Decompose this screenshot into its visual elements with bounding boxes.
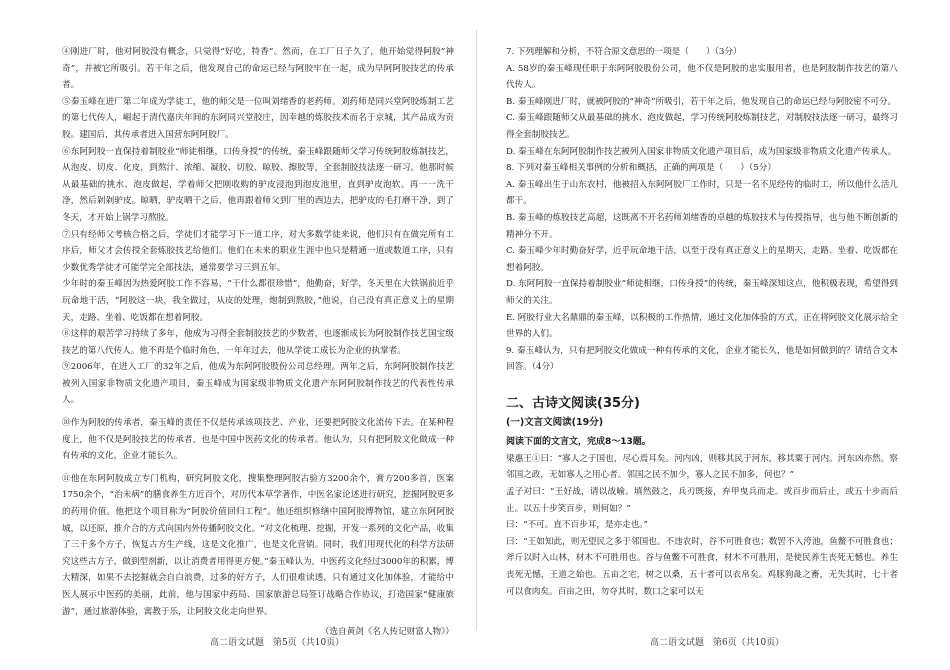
classical-paragraph: 曰：“不可。直不百步耳，是亦走也。”	[506, 520, 648, 531]
paragraph: ⑥东阿阿胶一直保持着制胶业“师徒相继，口传身授”的传统，秦玉峰跟随师父学习传统阿胶炼制技艺，从泡皮、切皮、化皮，到熬汁、浓缩、凝胶、切胶、晾胶、擦胶等，全套制胶技法逐一研习。他那时候从最基础的挑水、泡皮做起，学着师父把刚收购的驴皮浸泡到泡皮池里，直到驴皮泡软。再一一洗干净，然后剁剁驴皮。晾晒，驴皮晒干之后，他再跟着师父到厂里的西边去，把驴皮的毛打磨干净，到了冬天，才开始上锅学习熬胶。	[62, 146, 454, 223]
option-a: A. 58岁的秦玉峰现任职于东阿阿胶股份公司，他不仅是阿胶的忠实服用者，也是阿胶制作技艺的第八代传人。	[506, 63, 898, 91]
option-d: D. 秦玉峰在东阿阿胶制作技艺被列入国家非物质文化遗产项目后，成为国家级非物质文化遗产传承人。	[506, 146, 897, 157]
paragraph: ⑦只有经师父考核合格之后，学徒们才能学习下一道工序，对大多数学徒来说，他们只有在做完所有工序后，师父才会传授全套炼胶技艺给他们。他们在未来的职业生涯中也只是精通一道或数道工序，只有少数优秀学徒才可能学完全部技法，通常要学习三到五年。	[62, 229, 454, 273]
option-b: B. 秦玉峰刚进厂时，就被阿胶的“神奇”所吸引，若干年之后，他发现自己的命运已经与阿胶密不可分。	[506, 96, 897, 107]
paragraph: ⑪他在东阿阿胶成立专门机构，研究阿胶文化，搜集整理阿胶古验方3200余个，膏方200多首，医案1750余个，“治未病”的膳食养生方近百个，对历代本草学著作，中医名家论述进行研究，挖掘阿胶更多的药用价值。他把这个项目称为“阿胶价值回归工程”。他还组织修缮中国阿胶博物馆，建立东阿阿胶城，以还原，推介合的方式向国内外传播阿胶文化。“对文化梳理、挖掘，开发一系列的文化产品，收集了三千多个方子，恢复古方生产线，这是文化推广，也是文化营销。同时，我们用现代化的科学方法研究这些古方子，做到型剂新，以让消费者用得更方便。”秦玉峰认为，中医药文化经过3000年的积累，博大精深，如果不去挖掘就会自白浪费，过多的好方子，人们很难读透，只有通过文化加体验，才能给中医人展示中医药的美丽，此前，他与国家中药局、国家旅游总局签订战略合作协议，打造国家“健康旅游”，通过旅游体验，寓教于乐，让阿胶文化走向世界。	[62, 473, 454, 617]
classical-paragraph: 梁惠王①曰：“寡人之于国也，尽心焉耳矣。河内凶，则移其民于河东，移其粟于河内。河东凶亦然。察邻国之政，无如寡人之用心者。邻国之民不加少，寡人之民不加多，何也？”	[506, 453, 898, 481]
option-b: B. 秦玉峰的炼胶技艺高超，这既离不开名药师刘绪香的卓越的炼胶技术与传授指导，也与他不断创新的精神分不开。	[506, 212, 898, 240]
option-c: C. 秦玉峰少年时勤奋好学，近乎玩命地干活，以至于没有真正意义上的星期天，走路、坐着、吃饭都在想着阿胶。	[506, 246, 898, 273]
question-7-stem: 7. 下列理解和分析，不符合原文意思的一项是（ ）（3分）	[506, 47, 742, 57]
paragraph: ⑨2006年，在进入工厂的32年之后，他成为东阿阿胶股份公司总经理。两年之后，东阿阿胶制作技艺被列入国家非物质文化遗产项目，秦玉峰成为国家级非物质文化遗产东阿阿胶制作技艺的代表性传承人。	[62, 362, 454, 406]
right-column	[506, 44, 898, 600]
page-footer-right: 高二语文试题 第6页（共10页）	[650, 638, 785, 648]
option-a: A. 秦玉峰出生于山东农村，他被招入东阿阿胶厂工作时，只是一名不见经传的临时工，所以他什么活儿都干。	[506, 179, 898, 207]
paragraph: ⑧这样的艰苦学习持续了多年，他成为习得全套制胶技艺的少数者，也逐渐成长为阿胶制作技艺国宝级技艺的第八代传人。他不再是个临时角色，一年年过去，他从学徒工成长为企业的执掌者。	[62, 329, 454, 356]
classical-paragraph: 曰：“王如知此，则无望民之多于邻国也。不违农时，谷不可胜食也；数罟不入洿池，鱼鳖不可胜食也；斧斤以时入山林，材木不可胜用也。谷与鱼鳖不可胜食，材木不可胜用，是使民养生丧死无憾也。养生丧死无憾，王道之始也。五亩之宅，树之以桑，五十者可以衣帛矣。鸡豚狗彘之畜，无失其时，七十者可以食肉矣。百亩之田，勿夺其时，数口之家可以无	[506, 536, 898, 597]
instruction: 阅读下面的文言文，完成8～13题。	[506, 436, 651, 447]
paragraph: ⑩作为阿胶的传承者，秦玉峰的责任不仅是传承该项技艺、产业，还要把阿胶文化流传下去。在某种程度上，他不仅是阿胶技艺的传承者，也是中国中医药文化的传承者。他认为，只有把阿胶文化做成一种有传承的文化，企业才能长久。	[62, 418, 454, 462]
section-title: 二、古诗文阅读(35分)	[506, 395, 640, 411]
classical-paragraph: 孟子对曰：“王好战，请以战喻。填然鼓之，兵刃既接，弃甲曳兵而走。或百步而后止，或五十步而后止。以五十步笑百步，则何如？”	[506, 487, 898, 514]
page-footer-left: 高二语文试题 第5页（共10页）	[210, 638, 345, 648]
left-column	[62, 44, 454, 641]
source-citation: （选自黄剑《名人传记财富人物》）	[320, 627, 454, 638]
option-c: C. 秦玉峰跟随师父从最基础的挑水、泡皮做起，学习传统阿胶炼制技艺，对制胶技法逐一研习，最终习得全套制胶技艺。	[506, 113, 898, 140]
paragraph: ⑤秦玉峰在进厂第二年成为学徒工，他的师父是一位叫刘绪香的老药师。刘药师是同兴堂阿胶炼制工艺的第七代传人，崛起于清代嘉庆年间的东阿同兴堂胶庄，因幸越的炼胶技术而名于京城，其产品成为贡胶。建国后，其传承者进入国营东阿阿胶厂。	[62, 96, 454, 140]
option-d: D. 东阿阿胶一直保持着制胶业“师徒相继，口传身授”的传统，秦玉峰深知这点，他积极表现，希望得到师父的关注。	[506, 279, 898, 306]
subsection-title: (一)文言文阅读(19分)	[506, 416, 604, 428]
column-divider	[476, 30, 477, 630]
question-9: 9. 秦玉峰认为，只有把阿胶文化做成一种有传承的文化，企业才能长久，他是如何做到的？请结合文本回答。（4分）	[506, 345, 898, 373]
paragraph: 少年时的秦玉峰因为热爱阿胶工作不容易，“干什么都很珍惜”，他勤奋，好学，冬天里在大铁锅前近乎玩命地干活，“阿胶这一块，我全做过，从皮的处理，炮制到熬胶，”他说，自己没有真正意义上的星期天，走路、坐着、吃饭都在想着阿胶。	[62, 279, 454, 323]
option-e: E. 阿胶行业大名鼎鼎的秦玉峰，以积极的工作热情，通过文化加体验的方式，正在将阿胶文化展示给全世界的人们。	[506, 312, 898, 340]
question-8-stem: 8. 下列对秦玉峰相关事例的分析和概括，正确的两项是（ ）（5分）	[506, 163, 776, 174]
paragraph: ④刚进厂时，他对阿胶没有概念，只觉得“好吃，特香”。然而，在工厂日子久了，他开始觉得阿胶“神奇”，并被它所吸引。若干年之后，他发现自己的命运已经与阿胶牢在一起，成为早阿阿胶技艺的传承者。	[62, 47, 454, 91]
